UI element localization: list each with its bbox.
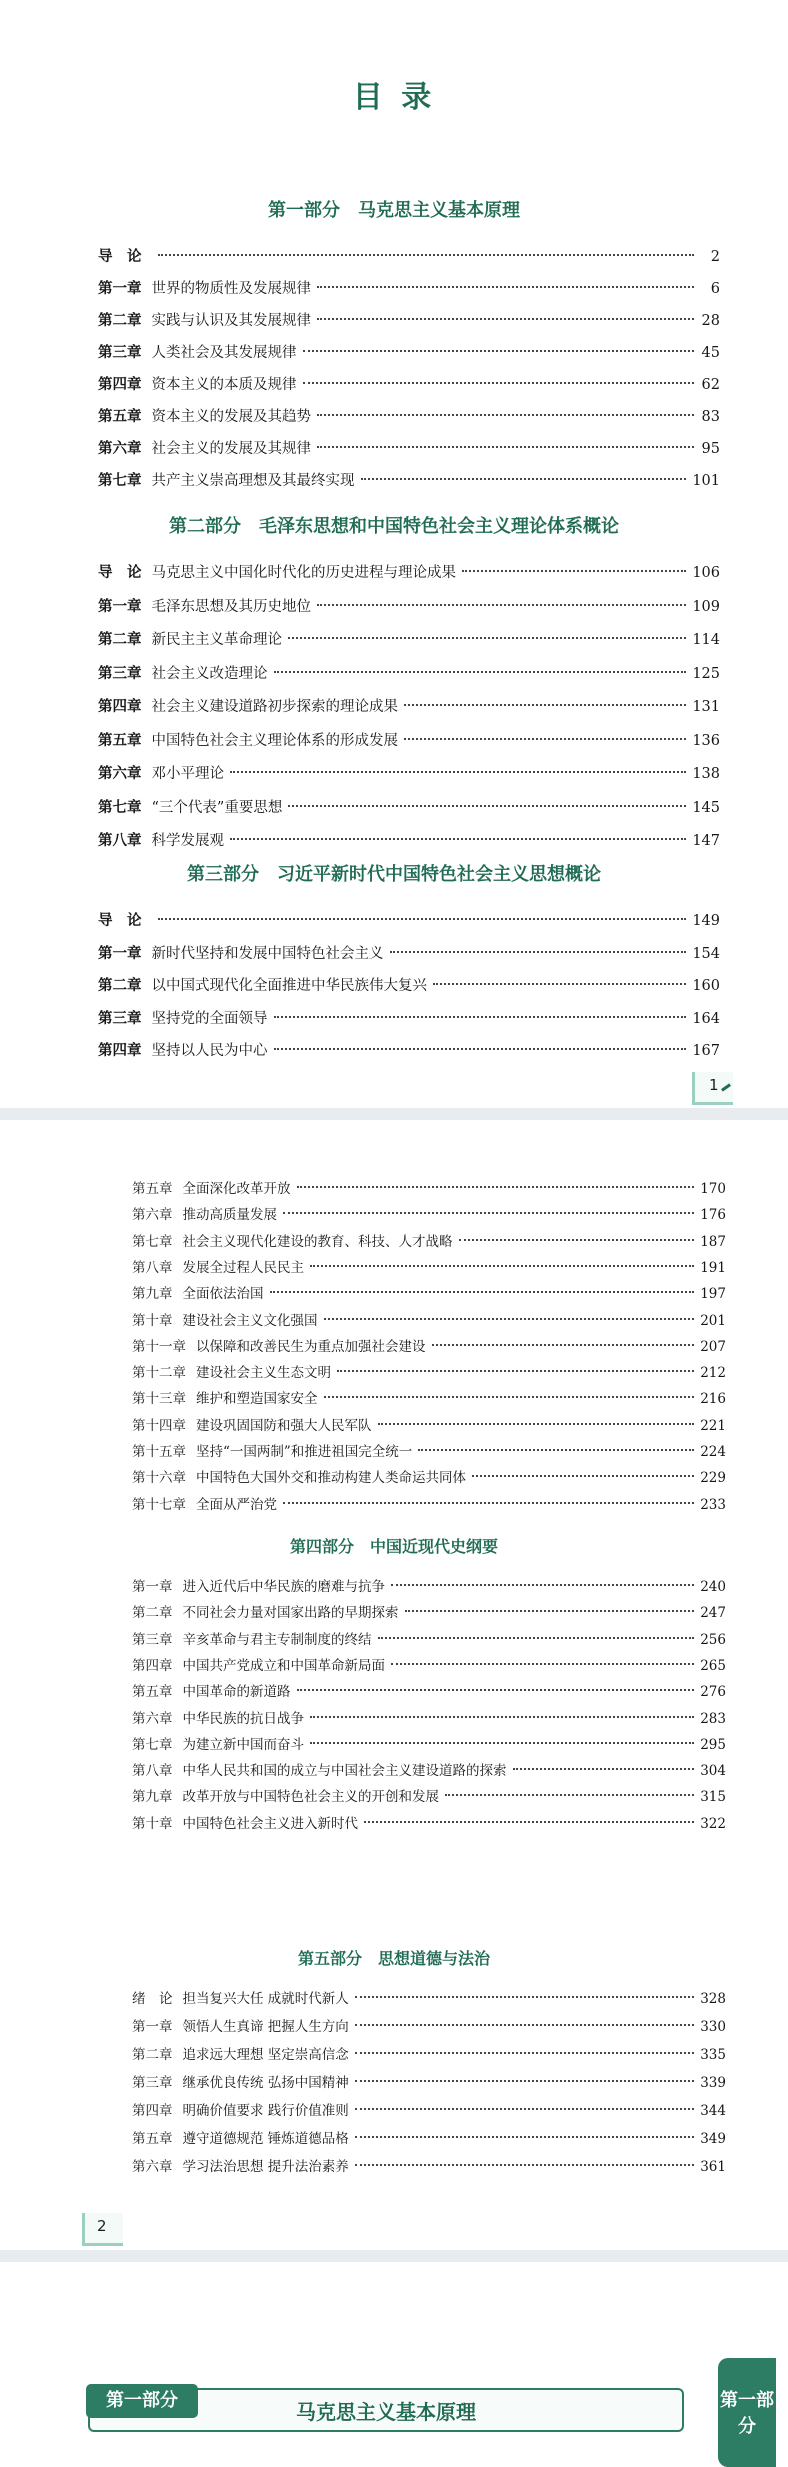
page-ref: 106: [692, 565, 720, 581]
chapter-title: 社会主义改造理论: [151, 665, 268, 682]
page-ref: 201: [700, 1312, 726, 1329]
chapter-label: 第十五章: [132, 1444, 186, 1460]
chapter-title: 新时代坚持和发展中国特色社会主义: [151, 945, 384, 962]
chapter-title: 辛亥革命与君主专制制度的终结: [182, 1631, 372, 1648]
part3-title: 第三部分 习近平新时代中国特色社会主义思想概论: [187, 864, 601, 885]
page-ref: 114: [692, 632, 720, 648]
dot-leader: [297, 1186, 695, 1188]
toc-entry[interactable]: [98, 562, 720, 584]
page-ref: 256: [700, 1631, 726, 1648]
chapter-label: 第十章: [132, 1815, 173, 1832]
dot-leader: [445, 1794, 694, 1796]
page-ref: 216: [700, 1391, 726, 1408]
part1-title: 第一部分 马克思主义基本原理: [268, 200, 520, 221]
chapter-label: 第五章: [98, 731, 142, 749]
dot-leader: [274, 671, 687, 673]
dot-leader: [355, 2080, 694, 2082]
chapter-label: 第四章: [132, 2103, 173, 2119]
page-ref: 138: [692, 766, 720, 782]
page-ref: 136: [692, 732, 720, 749]
toc-title: 目 录: [352, 80, 436, 115]
page-ref: 276: [700, 1684, 726, 1701]
chapter-label: 第五章: [98, 408, 142, 425]
toc-entry[interactable]: [132, 1988, 726, 2010]
chapter-title: 社会主义建设道路初步探索的理论成果: [151, 699, 398, 715]
page-number-1: [692, 1072, 733, 1105]
chapter-label: 第二章: [132, 1605, 173, 1622]
toc-entry[interactable]: [132, 1310, 726, 1332]
toc-entry[interactable]: [98, 596, 720, 618]
page-ref: 361: [700, 2159, 726, 2175]
toc-entry[interactable]: [98, 1008, 720, 1030]
chapter-title: 人类社会及其发展规律: [151, 345, 297, 361]
page-ref: 339: [700, 2075, 726, 2091]
toc-entry[interactable]: [132, 1708, 726, 1730]
page-ref: 131: [692, 699, 720, 715]
page-ref: 6: [710, 281, 720, 297]
page-ref: 240: [700, 1579, 726, 1595]
toc-entry[interactable]: [132, 2016, 726, 2038]
chapter-label: 第二章: [98, 312, 142, 329]
page-number-2: [82, 2213, 123, 2246]
page-ref: 187: [700, 1233, 726, 1250]
toc-entry[interactable]: [132, 1655, 726, 1677]
chapter-label: 第五章: [132, 1181, 173, 1197]
toc-entry[interactable]: [98, 278, 720, 300]
toc-entry[interactable]: [98, 310, 720, 332]
dot-leader: [317, 414, 694, 416]
toc-entry[interactable]: [132, 1231, 726, 1253]
page-ref: 149: [692, 913, 720, 929]
dot-leader: [391, 1663, 694, 1665]
chapter-label: 第十七章: [132, 1496, 186, 1513]
chapter-title: 追求远大理想 坚定崇高信念: [182, 2047, 349, 2063]
toc-entry[interactable]: [132, 1681, 726, 1703]
chapter-label: 第九章: [132, 1286, 173, 1303]
toc-entry[interactable]: [132, 1494, 726, 1516]
chapter-label: 第一章: [132, 1579, 173, 1595]
chapter-title: 中国特色社会主义进入新时代: [182, 1815, 358, 1832]
chapter-title: 建设社会主义生态文明: [196, 1365, 331, 1382]
chapter-label: 第十六章: [132, 1470, 186, 1487]
dot-leader: [355, 2024, 694, 2026]
chapter-title: 坚持“一国两制”和推进祖国完全统一: [196, 1444, 413, 1460]
chapter-title: 实践与认识及其发展规律: [151, 313, 311, 329]
part1-opening-page: [0, 2262, 788, 2467]
chapter-label: 第一章: [132, 2019, 173, 2035]
dot-leader: [317, 318, 694, 320]
chapter-title: 科学发展观: [151, 833, 224, 849]
chapter-title: 明确价值要求 践行价值准则: [182, 2103, 349, 2119]
chapter-label: 导 论: [98, 564, 142, 581]
chapter-label: 第七章: [132, 1736, 173, 1753]
toc-entry[interactable]: [98, 1040, 720, 1062]
chapter-title: 毛泽东思想及其历史地位: [151, 598, 311, 615]
dot-leader: [310, 1265, 694, 1267]
chapter-label: 第一章: [98, 944, 142, 962]
toc-entry[interactable]: [132, 1415, 726, 1437]
part5-title: 第五部分 思想道德与法治: [297, 1949, 490, 1968]
chapter-title: 资本主义的本质及规律: [151, 377, 297, 393]
chapter-label: 第十章: [132, 1312, 173, 1329]
toc-entry[interactable]: [98, 975, 720, 997]
dot-leader: [158, 254, 695, 256]
toc-entry[interactable]: [132, 1602, 726, 1624]
dot-leader: [364, 1821, 694, 1823]
chapter-label: 第五章: [132, 2131, 173, 2147]
chapter-title: 推动高质量发展: [182, 1207, 277, 1224]
chapter-label: 第二章: [132, 2047, 173, 2063]
chapter-label: 第八章: [132, 1259, 173, 1276]
toc-entry[interactable]: [132, 1734, 726, 1756]
part-banner: [88, 2388, 684, 2432]
chapter-title: 邓小平理论: [151, 766, 224, 782]
toc-entry[interactable]: [132, 1441, 726, 1463]
chapter-label: 第六章: [98, 440, 142, 457]
toc-entry[interactable]: [132, 1257, 726, 1279]
page-ref: 212: [700, 1365, 726, 1382]
dot-leader: [404, 738, 686, 740]
chapter-label: 第十二章: [132, 1365, 186, 1382]
page-ref: 221: [700, 1417, 726, 1434]
dot-leader: [274, 1048, 687, 1050]
page-ref: 233: [700, 1496, 726, 1513]
dot-leader: [303, 382, 695, 384]
page-ref: 45: [701, 345, 720, 361]
toc-entry[interactable]: [98, 763, 720, 785]
chapter-label: 第三章: [98, 344, 142, 361]
dot-leader: [355, 2164, 694, 2166]
toc-entry[interactable]: [98, 830, 720, 852]
chapter-label: 第八章: [132, 1763, 173, 1780]
dot-leader: [317, 286, 694, 288]
page-ref: 95: [701, 441, 720, 457]
part-tag: 第一部分: [86, 2384, 198, 2418]
chapter-label: 第三章: [98, 664, 142, 682]
page-number-label: 2: [97, 2217, 107, 2235]
page-ref: 322: [700, 1815, 726, 1832]
dot-leader: [324, 1318, 695, 1320]
chapter-title: 坚持党的全面领导: [151, 1010, 268, 1027]
page-ref: 349: [700, 2131, 726, 2147]
chapter-title: 新民主主义革命理论: [151, 632, 282, 648]
toc-entry[interactable]: [98, 943, 720, 965]
dot-leader: [378, 1637, 695, 1639]
chapter-label: 第三章: [132, 2075, 173, 2091]
chapter-label: 导 论: [98, 912, 142, 929]
toc-entry[interactable]: [132, 1786, 726, 1808]
toc-entry[interactable]: [132, 1629, 726, 1651]
dot-leader: [337, 1370, 694, 1372]
chapter-label: 第十三章: [132, 1391, 186, 1408]
chapter-title: 中国革命的新道路: [182, 1684, 291, 1701]
page-ref: 265: [700, 1657, 726, 1674]
dot-leader: [230, 838, 686, 840]
page-ref: 170: [700, 1181, 726, 1197]
page-ref: 224: [700, 1444, 726, 1460]
toc-entry[interactable]: [132, 1576, 726, 1598]
chapter-label: 第七章: [98, 798, 142, 816]
page-ref: 109: [692, 598, 720, 615]
page-ref: 315: [700, 1789, 726, 1806]
chapter-title: 资本主义的发展及其趋势: [151, 409, 311, 425]
chapter-title: 中国特色社会主义理论体系的形成发展: [151, 732, 398, 749]
part-heading: 马克思主义基本原理: [296, 2400, 476, 2424]
page-ref: 330: [700, 2019, 726, 2035]
part2-title: 第二部分 毛泽东思想和中国特色社会主义理论体系概论: [169, 516, 619, 537]
toc-entry[interactable]: [132, 1178, 726, 1200]
toc-entry[interactable]: [98, 629, 720, 651]
toc-entry[interactable]: [98, 797, 720, 819]
dot-leader: [297, 1689, 695, 1691]
toc-entry[interactable]: [132, 1813, 726, 1835]
chapter-label: 第九章: [132, 1789, 173, 1806]
page-ref: 344: [700, 2103, 726, 2119]
part4-title: 第四部分 中国近现代史纲要: [289, 1537, 498, 1556]
toc-entry[interactable]: [132, 1388, 726, 1410]
page-ref: 164: [692, 1010, 720, 1027]
chapter-title: 学习法治思想 提升法治素养: [182, 2159, 349, 2175]
chapter-label: 第六章: [132, 2159, 173, 2175]
dot-leader: [310, 1716, 694, 1718]
chapter-label: 第七章: [98, 472, 142, 489]
page-ref: 229: [700, 1470, 726, 1487]
chapter-label: 第七章: [132, 1233, 173, 1250]
toc-entry[interactable]: [98, 246, 720, 268]
chapter-title: 马克思主义中国化时代化的历史进程与理论成果: [151, 565, 456, 581]
dot-leader: [317, 446, 694, 448]
dot-leader: [283, 1502, 694, 1504]
dot-leader: [324, 1396, 695, 1398]
chapter-title: 领悟人生真谛 把握人生方向: [182, 2019, 349, 2035]
dot-leader: [432, 1344, 695, 1346]
chapter-title: 不同社会力量对国家出路的早期探索: [182, 1605, 399, 1622]
dot-leader: [274, 1016, 687, 1018]
page-ref: 197: [700, 1286, 726, 1303]
chapter-label: 第十一章: [132, 1338, 186, 1355]
page-ref: 335: [700, 2047, 726, 2063]
chapter-title: 遵守道德规范 锤炼道德品格: [182, 2131, 349, 2147]
page-ref: 125: [692, 665, 720, 682]
dot-leader: [288, 805, 686, 807]
chapter-label: 第八章: [98, 832, 142, 849]
chapter-label: 第三章: [132, 1631, 173, 1648]
dot-leader: [230, 771, 686, 773]
dot-leader: [378, 1423, 695, 1425]
page-ref: 247: [700, 1605, 726, 1622]
dot-leader: [355, 2136, 694, 2138]
page-ref: 145: [692, 799, 720, 816]
page-ref: 167: [692, 1043, 720, 1059]
dot-leader: [391, 1584, 694, 1586]
page-ref: 154: [692, 945, 720, 962]
page-ref: 191: [700, 1259, 726, 1276]
dot-leader: [462, 570, 686, 572]
chapter-title: 中华民族的抗日战争: [182, 1710, 304, 1727]
feather-icon: [721, 1083, 731, 1091]
dot-leader: [513, 1768, 695, 1770]
dot-leader: [355, 1996, 694, 1998]
chapter-title: 共产主义崇高理想及其最终实现: [151, 473, 355, 489]
toc-entry[interactable]: [132, 2156, 726, 2178]
chapter-title: 发展全过程人民民主: [182, 1259, 304, 1276]
chapter-title: 世界的物质性及发展规律: [151, 281, 311, 297]
toc-page-1: [0, 0, 788, 1108]
chapter-label: 第四章: [132, 1657, 173, 1674]
dot-leader: [317, 604, 686, 606]
page-ref: 304: [700, 1763, 726, 1780]
toc-entry[interactable]: [132, 2072, 726, 2094]
chapter-title: 社会主义现代化建设的教育、科技、人才战略: [182, 1233, 453, 1250]
toc-entry[interactable]: [98, 342, 720, 364]
page-ref: 101: [692, 473, 720, 489]
toc-entry[interactable]: [98, 438, 720, 460]
dot-leader: [459, 1239, 695, 1241]
chapter-label: 第四章: [98, 1042, 142, 1059]
dot-leader: [355, 2108, 694, 2110]
chapter-label: 第三章: [98, 1009, 142, 1027]
chapter-label: 第一章: [98, 597, 142, 615]
chapter-title: 建设社会主义文化强国: [182, 1312, 318, 1329]
chapter-title: 全面依法治国: [182, 1286, 264, 1303]
dot-leader: [390, 951, 687, 953]
dot-leader: [404, 704, 686, 706]
toc-page-2: [0, 1120, 788, 2250]
page-ref: 207: [700, 1338, 726, 1355]
chapter-title: 建设巩固国防和强大人民军队: [196, 1417, 372, 1434]
toc-entry[interactable]: [98, 470, 720, 492]
chapter-label: 第二章: [98, 977, 142, 994]
chapter-title: 维护和塑造国家安全: [196, 1391, 318, 1408]
chapter-title: 社会主义的发展及其规律: [151, 441, 311, 457]
chapter-label: 第十四章: [132, 1417, 186, 1434]
page-ref: 83: [701, 409, 720, 425]
chapter-label: 第六章: [132, 1207, 173, 1224]
dot-leader: [288, 637, 686, 639]
chapter-title: 中国共产党成立和中国革命新局面: [182, 1657, 385, 1674]
chapter-label: 第四章: [98, 698, 142, 715]
chapter-label: 第六章: [98, 765, 142, 782]
chapter-title: “三个代表”重要思想: [151, 799, 283, 816]
chapter-title: 进入近代后中华民族的磨难与抗争: [182, 1579, 385, 1595]
toc-entry[interactable]: [98, 406, 720, 428]
toc-entry[interactable]: [98, 730, 720, 752]
toc-entry[interactable]: [132, 1204, 726, 1226]
dot-leader: [361, 478, 687, 480]
toc-entry[interactable]: [98, 374, 720, 396]
chapter-title: 继承优良传统 弘扬中国精神: [182, 2075, 349, 2091]
chapter-label: 绪 论: [132, 1991, 173, 2007]
page-ref: 295: [700, 1736, 726, 1753]
page-ref: 160: [692, 978, 720, 994]
toc-entry[interactable]: [132, 1362, 726, 1384]
page-ref: 62: [701, 377, 720, 393]
chapter-title: 为建立新中国而奋斗: [182, 1736, 304, 1753]
chapter-label: 导 论: [98, 248, 142, 265]
page-ref: 2: [710, 249, 720, 265]
toc-entry[interactable]: [98, 696, 720, 718]
chapter-title: 全面从严治党: [196, 1496, 277, 1513]
chapter-label: 第一章: [98, 280, 142, 297]
dot-leader: [355, 2052, 694, 2054]
toc-entry[interactable]: [132, 1336, 726, 1358]
chapter-title: 中华人民共和国的成立与中国社会主义建设道路的探索: [182, 1763, 507, 1780]
chapter-label: 第六章: [132, 1710, 173, 1727]
toc-entry[interactable]: [132, 2128, 726, 2150]
dot-leader: [270, 1291, 695, 1293]
toc-entry[interactable]: [132, 1467, 726, 1489]
page-ref: 283: [700, 1710, 726, 1727]
toc-entry[interactable]: [98, 663, 720, 685]
side-tab[interactable]: 第一部分: [718, 2358, 776, 2467]
chapter-title: 全面深化改革开放: [182, 1181, 291, 1197]
page-ref: 147: [692, 833, 720, 849]
toc-entry[interactable]: [132, 2044, 726, 2066]
chapter-title: 以中国式现代化全面推进中华民族伟大复兴: [151, 978, 427, 994]
dot-leader: [433, 983, 686, 985]
toc-entry[interactable]: [132, 2100, 726, 2122]
toc-entry[interactable]: [98, 910, 720, 932]
dot-leader: [405, 1610, 695, 1612]
chapter-title: 中国特色大国外交和推动构建人类命运共同体: [196, 1470, 466, 1487]
dot-leader: [283, 1212, 694, 1214]
page-ref: 28: [701, 313, 720, 329]
dot-leader: [418, 1449, 694, 1451]
chapter-label: 第二章: [98, 631, 142, 648]
toc-entry[interactable]: [132, 1760, 726, 1782]
toc-entry[interactable]: [132, 1283, 726, 1305]
page-number-label: 1: [709, 1076, 719, 1094]
chapter-title: 担当复兴大任 成就时代新人: [182, 1991, 349, 2007]
chapter-title: 改革开放与中国特色社会主义的开创和发展: [182, 1789, 439, 1806]
page-ref: 328: [700, 1991, 726, 2007]
dot-leader: [472, 1475, 694, 1477]
page-ref: 176: [700, 1207, 726, 1224]
dot-leader: [303, 350, 695, 352]
chapter-title: 以保障和改善民生为重点加强社会建设: [196, 1338, 426, 1355]
dot-leader: [158, 918, 687, 920]
chapter-label: 第五章: [132, 1684, 173, 1701]
chapter-label: 第四章: [98, 376, 142, 393]
dot-leader: [310, 1742, 694, 1744]
chapter-title: 坚持以人民为中心: [151, 1043, 268, 1059]
